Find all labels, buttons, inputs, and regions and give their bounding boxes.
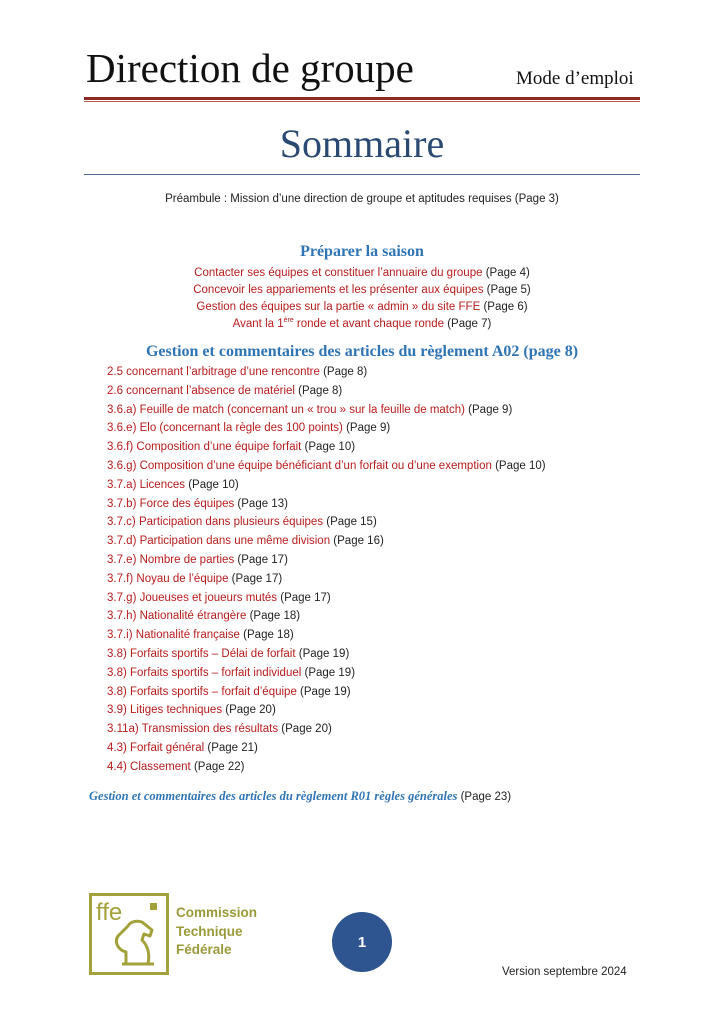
toc-entry-page: (Page 21) xyxy=(207,741,258,754)
toc-entry-page: (Page 18) xyxy=(243,629,294,642)
section-title: Sommaire xyxy=(279,121,445,166)
ffe-knight-logo-icon xyxy=(92,896,166,972)
toc-entry[interactable] xyxy=(107,495,546,514)
toc-entry-page: (Page 6) xyxy=(483,301,528,313)
toc-entry-page: (Page 18) xyxy=(249,610,301,623)
toc-entry[interactable] xyxy=(107,513,546,532)
toc-entry[interactable] xyxy=(107,438,546,457)
toc-entry[interactable] xyxy=(107,476,546,495)
toc-entry[interactable] xyxy=(107,645,546,664)
toc-entry-page: (Page 9) xyxy=(346,422,391,435)
toc-entry-page: (Page 7) xyxy=(447,318,492,330)
toc-entry-page: (Page 13) xyxy=(237,497,288,510)
toc-entry[interactable] xyxy=(107,664,546,683)
toc-entry-text: 3.7.e) Nombre de parties xyxy=(107,553,235,566)
toc-entry-page: (Page 17) xyxy=(280,591,331,604)
toc-entry-text: 4.3) Forfait général xyxy=(107,741,205,754)
toc-entry[interactable] xyxy=(107,758,546,777)
preamble-line: Préambule : Mission d’une direction de groupe et aptitudes requises (Page 3) xyxy=(165,193,559,205)
toc-entry-page: (Page 9) xyxy=(468,403,513,416)
toc-entry-text: 2.6 concernant l’absence de matériel xyxy=(107,384,295,397)
toc-entry-text: 3.7.c) Participation dans plusieurs équipes xyxy=(107,516,324,529)
prep-list xyxy=(0,265,724,333)
section-rule xyxy=(84,174,640,175)
toc-entry-text: 2.5 concernant l’arbitrage d’une rencontre xyxy=(107,366,320,378)
logo-letters: ffe xyxy=(96,899,123,926)
toc-entry-text: 3.8) Forfaits sportifs – forfait individuel xyxy=(107,666,302,679)
toc-entry[interactable] xyxy=(107,363,546,382)
toc-entry-page: (Page 10) xyxy=(188,478,239,491)
toc-entry-page: (Page 19) xyxy=(300,685,351,698)
toc-entry[interactable] xyxy=(107,589,546,608)
toc-entry-text: 3.8) Forfaits sportifs – Délai de forfait xyxy=(107,647,296,660)
toc-entry[interactable] xyxy=(107,570,546,589)
toc-entry[interactable] xyxy=(107,457,546,476)
toc-entry[interactable] xyxy=(107,626,546,645)
toc-entry-page: (Page 10) xyxy=(304,441,356,454)
toc-entry-text: 3.7.h) Nationalité étrangère xyxy=(107,610,247,623)
toc-entry-text: 3.7.d) Participation dans une même division xyxy=(107,535,331,548)
r01-entry-page: (Page 23) xyxy=(460,791,512,803)
toc-entry-page: (Page 8) xyxy=(298,384,343,397)
page-number-badge: 1 xyxy=(332,912,392,972)
toc-entry-page: (Page 19) xyxy=(304,666,356,679)
toc-entry-text: 3.6.f) Composition d’une équipe forfait xyxy=(107,441,302,454)
toc-entry-page: (Page 19) xyxy=(298,647,350,660)
toc-entry[interactable] xyxy=(0,299,724,316)
toc-entry-text: 3.11a) Transmission des résultats xyxy=(107,723,279,736)
document-title: Direction de groupe xyxy=(86,45,414,91)
toc-entry[interactable] xyxy=(107,532,546,551)
toc-entry-text: 3.7.f) Noyau de l’équipe xyxy=(107,572,229,585)
r01-entry[interactable] xyxy=(89,789,511,804)
toc-entry[interactable] xyxy=(107,701,546,720)
toc-entry-page: (Page 20) xyxy=(225,704,276,717)
prep-heading: Préparer la saison xyxy=(300,243,424,260)
toc-entry-page: (Page 17) xyxy=(237,553,288,566)
articles-list xyxy=(107,363,546,777)
r01-entry-text: Gestion et commentaires des articles du règlement R01 règles générales xyxy=(89,789,458,803)
toc-entry-text: Gestion des équipes sur la partie « admin » du site FFE xyxy=(196,301,481,313)
document-subtitle: Mode d’emploi xyxy=(516,68,634,89)
logo-line: Technique xyxy=(176,923,243,939)
toc-entry[interactable] xyxy=(0,316,724,333)
toc-entry-text: 3.6.a) Feuille de match (concernant un « trou » sur la feuille de match) xyxy=(107,403,465,416)
toc-entry-text: 4.4) Classement xyxy=(107,760,191,773)
toc-entry-text: 3.8) Forfaits sportifs – forfait d’équipe xyxy=(107,685,297,698)
toc-entry[interactable] xyxy=(107,607,546,626)
toc-entry[interactable] xyxy=(107,401,546,420)
logo-caption xyxy=(176,904,257,960)
toc-entry-page: (Page 15) xyxy=(326,516,377,529)
toc-entry-text: 3.9) Litiges techniques xyxy=(107,704,223,717)
toc-entry-page: (Page 16) xyxy=(333,535,384,548)
toc-entry[interactable] xyxy=(0,265,724,282)
gestion-heading: Gestion et commentaires des articles du règlement A02 (page 8) xyxy=(145,343,579,360)
toc-entry-page: (Page 4) xyxy=(485,267,530,279)
toc-entry-text: 3.7.b) Force des équipes xyxy=(107,497,235,510)
toc-entry-page: (Page 20) xyxy=(281,723,332,736)
toc-entry[interactable] xyxy=(107,683,546,702)
logo-line: Commission xyxy=(176,905,258,920)
toc-entry-text: 3.7.g) Joueuses et joueurs mutés xyxy=(107,591,278,604)
version-label: Version septembre 2024 xyxy=(502,966,627,978)
toc-entry-text: 3.6.e) Elo (concernant la règle des 100 points) xyxy=(107,422,343,435)
logo-line: Fédérale xyxy=(176,942,232,957)
toc-entry-page: (Page 10) xyxy=(495,459,546,472)
toc-entry-page: (Page 17) xyxy=(231,572,283,585)
toc-entry-text: 3.7.a) Licences xyxy=(107,478,185,491)
header-rule-thin xyxy=(84,101,640,102)
toc-entry-text: Concevoir les appariements et les présenter aux équipes xyxy=(193,284,484,296)
toc-entry-text: Contacter ses équipes et constituer l’annuaire du groupe xyxy=(194,267,483,279)
toc-entry[interactable] xyxy=(0,282,724,299)
toc-entry[interactable] xyxy=(107,419,546,438)
toc-entry-text: 3.7.i) Nationalité française xyxy=(107,629,240,642)
toc-entry[interactable] xyxy=(107,382,546,401)
toc-entry-text: Avant la 1ère ronde et avant chaque ronde xyxy=(232,317,444,330)
toc-entry[interactable] xyxy=(107,720,546,739)
toc-entry-page: (Page 22) xyxy=(193,760,245,773)
toc-entry-page: (Page 5) xyxy=(486,284,531,296)
toc-entry-text: 3.6.g) Composition d’une équipe bénéficiant d’un forfait ou d’une exemption xyxy=(107,459,492,472)
toc-entry-page: (Page 8) xyxy=(323,366,368,378)
toc-entry[interactable] xyxy=(107,551,546,570)
toc-entry[interactable] xyxy=(107,739,546,758)
header-rule xyxy=(84,97,640,100)
